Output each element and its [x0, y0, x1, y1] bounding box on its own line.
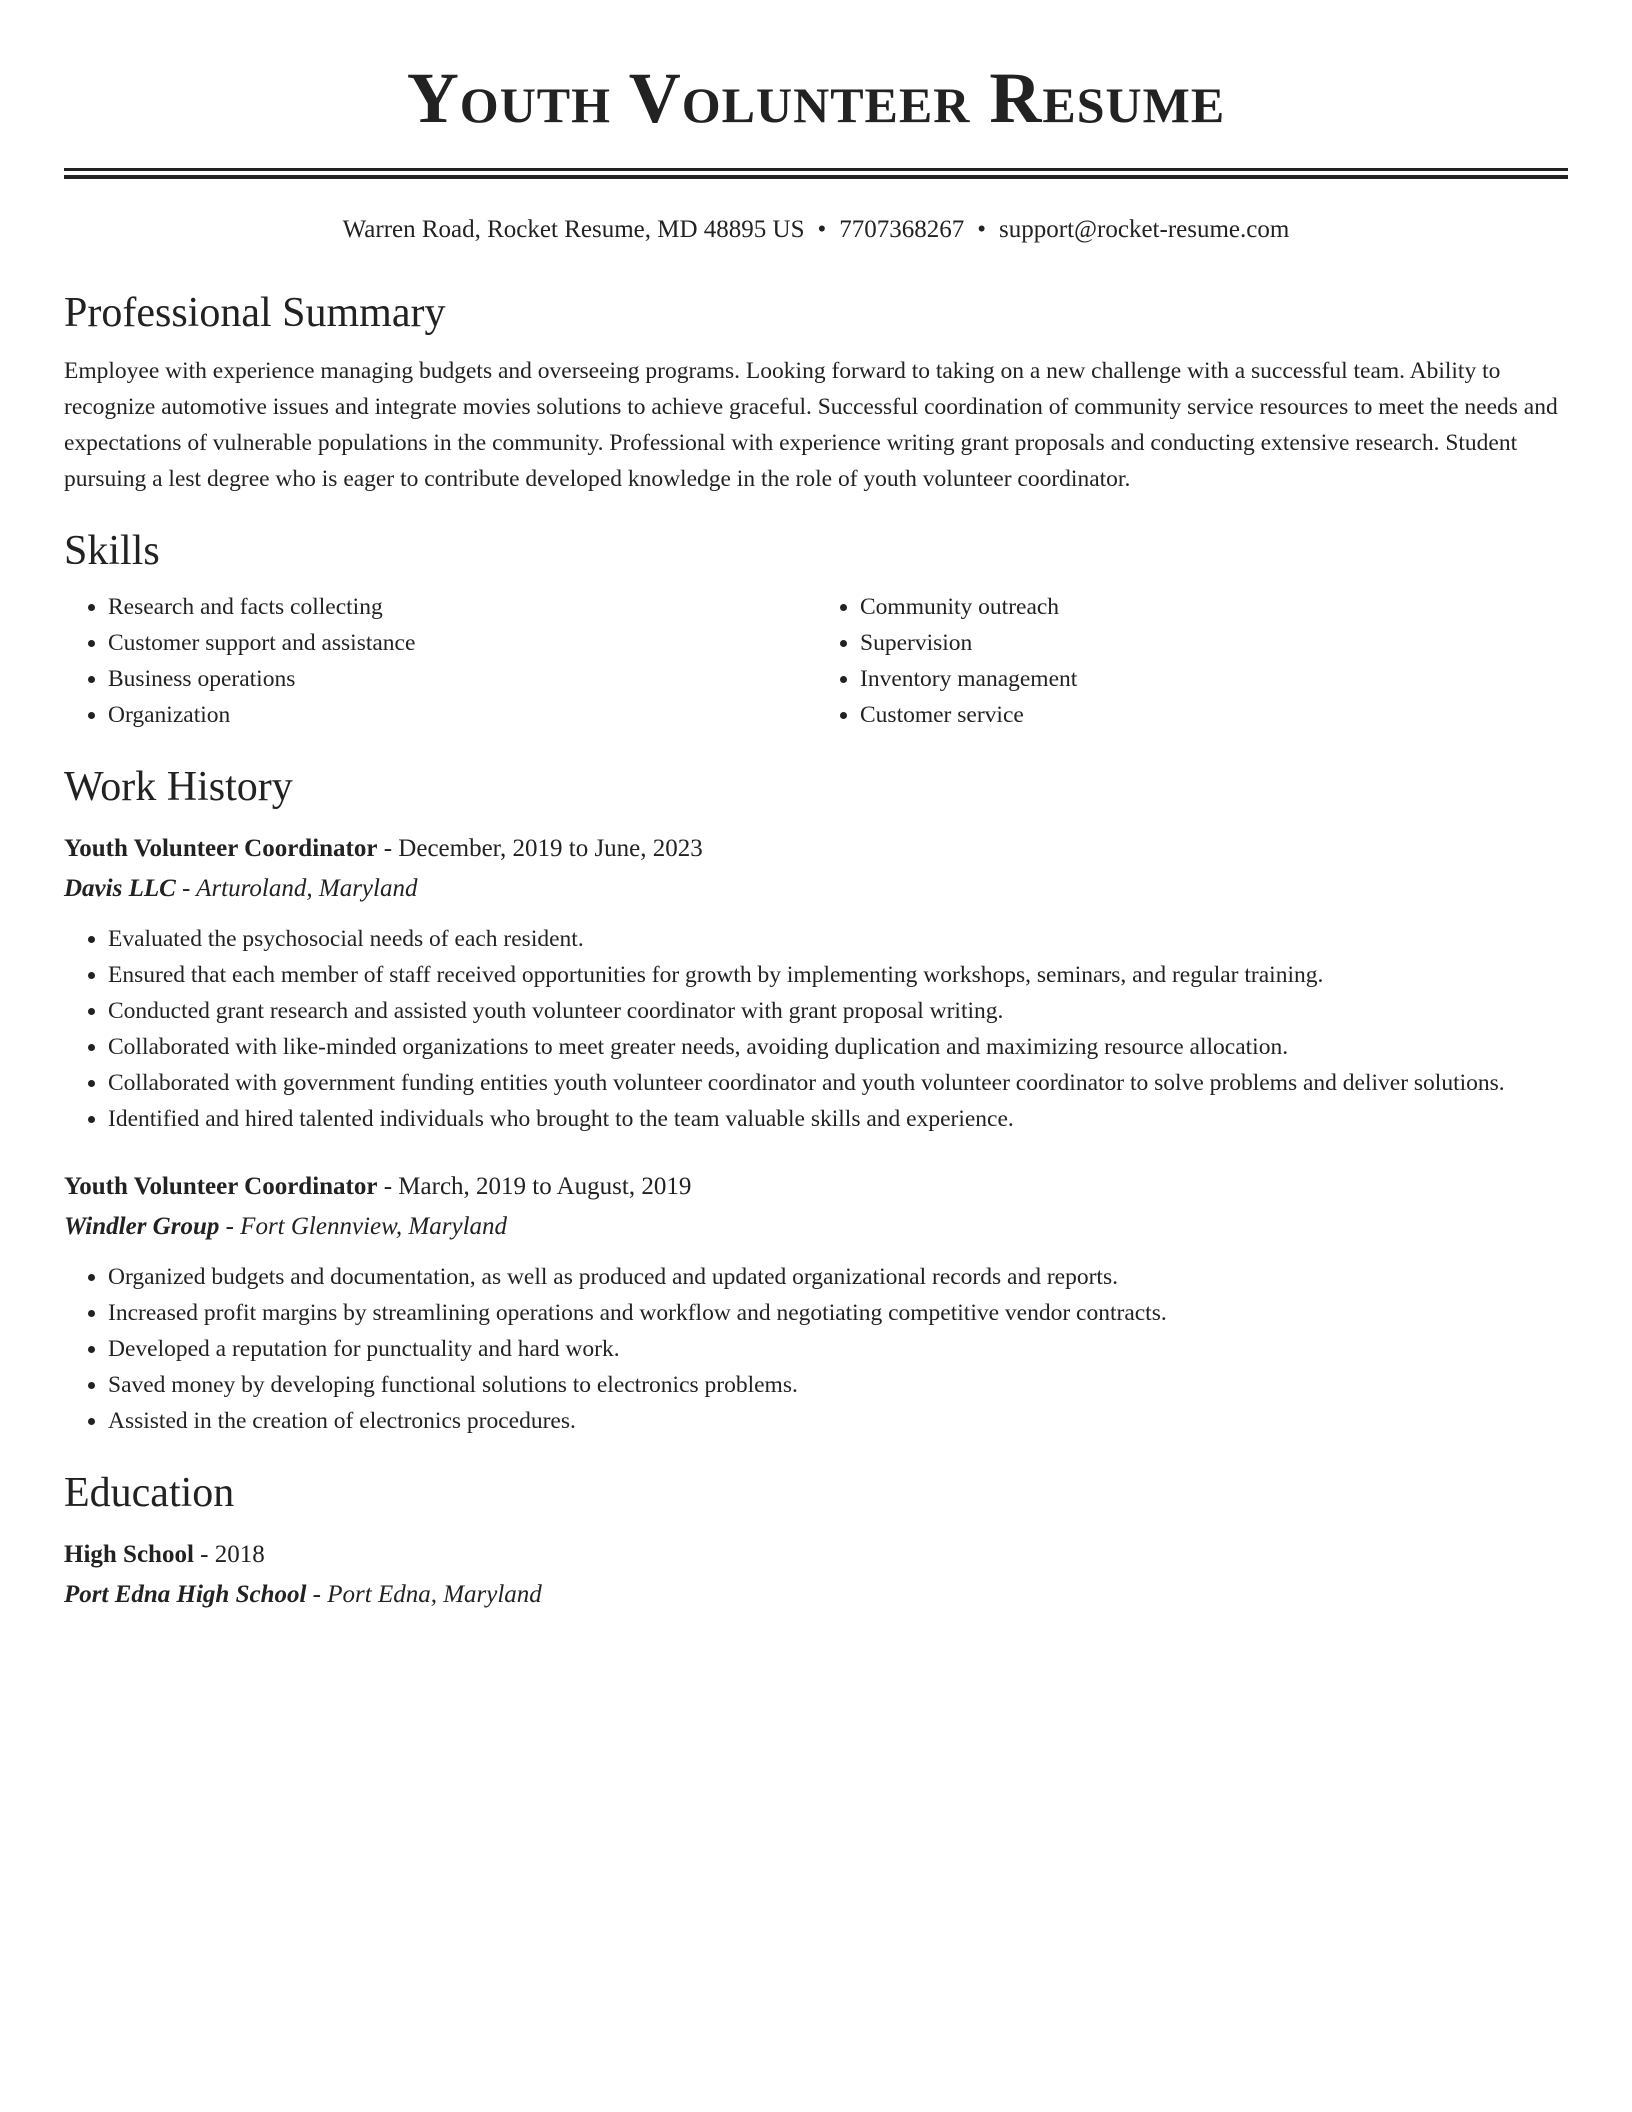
job-entry	[64, 1169, 1568, 1439]
job-bullet: • Identified and hired talented individuals who brought to the team valuable skills and experience.	[108, 1101, 1568, 1137]
education-heading: Education	[64, 1470, 235, 1516]
skills-list	[64, 589, 1568, 733]
contact-separator: •	[817, 216, 827, 243]
summary-text: Employee with experience managing budgets and overseeing programs. Looking forward to taking on a new challenge with a successful team. Ability to recognize automotive issues and integrate movies solutions to achieve graceful. Successful coordination of community service resources to meet the needs and expectations of vulnerable populations in the community. Professional with experience writing grant proposals and conducting extensive research. Student pursuing a lest degree who is eager to contribute developed knowledge in the role of youth volunteer coordinator.	[64, 358, 1558, 492]
job-bullet: • Collaborated with government funding entities youth volunteer coordinator and youth volunteer coordinator to solve problems and deliver solutions.	[108, 1065, 1568, 1101]
skills-heading: Skills	[64, 528, 160, 574]
education-school: Port Edna High School	[64, 1581, 307, 1608]
skill-item: • Inventory management	[860, 661, 1568, 697]
job-title: Youth Volunteer Coordinator	[64, 835, 378, 862]
title-divider	[64, 168, 1568, 179]
job-company: Windler Group	[64, 1213, 220, 1240]
skill-item: • Community outreach	[860, 589, 1568, 625]
summary-heading: Professional Summary	[64, 290, 446, 336]
job-location: - Fort Glennview, Maryland	[219, 1213, 508, 1240]
skill-item: • Research and facts collecting	[108, 589, 816, 625]
contact-line	[64, 213, 1568, 247]
education-school-line	[64, 1577, 1568, 1613]
contact-address: Warren Road, Rocket Resume, MD 48895 US	[342, 216, 805, 243]
job-employer	[64, 871, 1568, 907]
job-header	[64, 831, 1568, 867]
job-bullet: • Developed a reputation for punctuality and hard work.	[108, 1331, 1568, 1367]
job-bullet: • Increased profit margins by streamlining operations and workflow and negotiating competitive vendor contracts.	[108, 1295, 1568, 1331]
education-year: - 2018	[193, 1541, 265, 1568]
skill-item: • Supervision	[860, 625, 1568, 661]
job-bullet: • Conducted grant research and assisted youth volunteer coordinator with grant proposal writing.	[108, 993, 1568, 1029]
job-company: Davis LLC	[64, 875, 176, 902]
job-bullet: • Organized budgets and documentation, as well as produced and updated organizational records and reports.	[108, 1259, 1568, 1295]
contact-phone: 7707368267	[839, 216, 965, 243]
skill-item: • Organization	[108, 697, 816, 733]
job-entry	[64, 831, 1568, 1137]
job-dates: - March, 2019 to August, 2019	[377, 1173, 692, 1200]
job-location: - Arturoland, Maryland	[175, 875, 418, 902]
resume-page	[64, 0, 1568, 1613]
job-header	[64, 1169, 1568, 1205]
job-title: Youth Volunteer Coordinator	[64, 1173, 378, 1200]
job-bullet: • Saved money by developing functional solutions to electronics problems.	[108, 1367, 1568, 1403]
job-bullets	[64, 1259, 1568, 1439]
job-bullet: • Assisted in the creation of electronics procedures.	[108, 1403, 1568, 1439]
skills-column-left	[64, 589, 816, 733]
job-bullet: • Evaluated the psychosocial needs of each resident.	[108, 921, 1568, 957]
job-bullet: • Ensured that each member of staff received opportunities for growth by implementing workshops, seminars, and regular training.	[108, 957, 1568, 993]
resume-title: Youth Volunteer Resume	[406, 58, 1226, 138]
skill-item: • Customer support and assistance	[108, 625, 816, 661]
job-bullet: • Collaborated with like-minded organizations to meet greater needs, avoiding duplication and maximizing resource allocation.	[108, 1029, 1568, 1065]
job-dates: - December, 2019 to June, 2023	[377, 835, 703, 862]
skills-column-right	[816, 589, 1568, 733]
job-employer	[64, 1209, 1568, 1245]
skill-item: • Customer service	[860, 697, 1568, 733]
job-bullets	[64, 921, 1568, 1137]
education-degree: High School	[64, 1541, 194, 1568]
contact-separator: •	[977, 216, 987, 243]
work-history-heading: Work History	[64, 764, 293, 810]
education-location: - Port Edna, Maryland	[306, 1581, 542, 1608]
skill-item: • Business operations	[108, 661, 816, 697]
contact-email: support@rocket-resume.com	[999, 216, 1290, 243]
education-header	[64, 1537, 1568, 1573]
education-entry	[64, 1537, 1568, 1613]
